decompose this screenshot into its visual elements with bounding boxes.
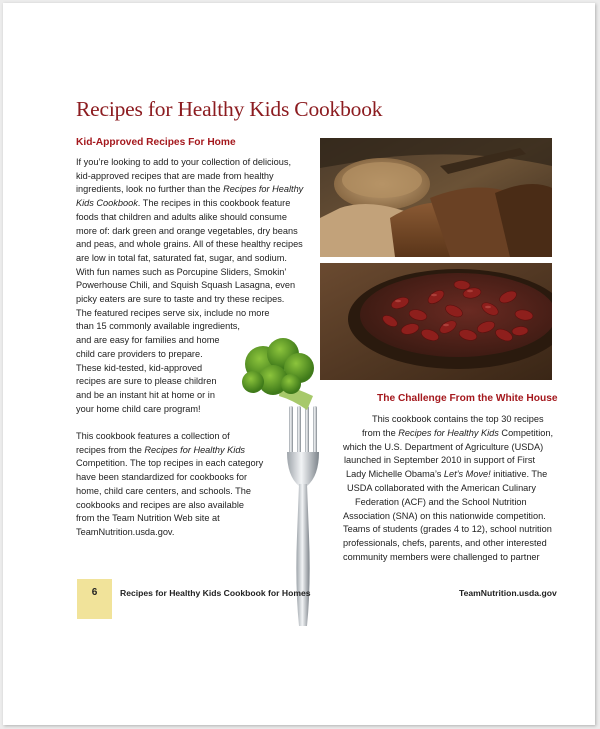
text-line bbox=[362, 427, 553, 440]
text-line bbox=[372, 413, 544, 426]
text-run: launched in September 2010 in support of First bbox=[344, 455, 536, 466]
text-run: child care providers to prepare. bbox=[76, 348, 203, 359]
text-line bbox=[76, 526, 174, 539]
text-run: than 15 commonly available ingredients, bbox=[76, 321, 240, 332]
italic-text: Recipes for Healthy bbox=[223, 184, 304, 195]
text-run: With fun names such as Porcupine Sliders, Smokin’ bbox=[76, 266, 287, 277]
text-line bbox=[76, 457, 263, 470]
text-line bbox=[76, 444, 245, 457]
text-run: picky eaters are sure to taste and try these recipes. bbox=[76, 294, 285, 304]
text-line bbox=[76, 156, 291, 169]
italic-text: Recipes for Healthy Kids bbox=[144, 444, 246, 455]
text-run: ingredients, look no further than the bbox=[76, 184, 224, 195]
document-page bbox=[3, 3, 595, 725]
italic-text: Recipes for Healthy Kids bbox=[398, 427, 499, 438]
text-run: recipes from the bbox=[76, 444, 145, 455]
text-run: recipes are sure to please children bbox=[76, 376, 217, 387]
footer-title: Recipes for Healthy Kids Cookbook for Homes bbox=[120, 588, 311, 598]
text-run: and are easy for families and home bbox=[76, 335, 220, 346]
text-run: Powerhouse Chili, and Squish Squash Lasagna, even bbox=[76, 280, 296, 291]
kidney-beans-photo bbox=[320, 263, 552, 380]
text-line bbox=[76, 471, 247, 484]
text-run: Competition. The top recipes in each category bbox=[76, 458, 264, 469]
text-line bbox=[343, 510, 546, 523]
text-run: USDA collaborated with the American Culinary bbox=[347, 483, 536, 493]
text-line bbox=[76, 225, 298, 238]
text-run: are low in total fat, saturated fat, sugar, and sodium. bbox=[76, 252, 287, 263]
text-line bbox=[76, 334, 220, 347]
text-run: This cookbook contains the top 30 recipes bbox=[372, 414, 544, 424]
section-heading-white-house: The Challenge From the White House bbox=[377, 393, 558, 404]
text-run: Federation (ACF) and the School Nutrition bbox=[355, 496, 527, 507]
text-line bbox=[76, 238, 303, 251]
text-line bbox=[76, 348, 203, 361]
text-run: and peas, and whole grains. All of these healthy recipes bbox=[76, 239, 303, 250]
bread-and-grain-photo bbox=[320, 138, 552, 257]
text-line bbox=[343, 551, 540, 564]
text-line bbox=[76, 375, 216, 388]
text-run: professionals, chefs, parents, and other interested bbox=[343, 538, 547, 549]
text-line bbox=[76, 211, 287, 224]
italic-text: Let’s Move! bbox=[443, 469, 491, 480]
text-run: initiative. The bbox=[490, 469, 548, 480]
text-run: home, child care centers, and schools. The bbox=[76, 485, 251, 496]
text-line bbox=[343, 523, 552, 536]
text-line bbox=[76, 430, 230, 443]
text-line bbox=[76, 266, 286, 279]
text-line bbox=[347, 482, 536, 495]
text-run: your home child care program! bbox=[76, 403, 201, 414]
text-run: cookbooks and recipes are also available bbox=[76, 499, 245, 510]
text-run: and be an instant hit at home or in bbox=[76, 389, 215, 400]
text-line bbox=[76, 197, 290, 210]
text-run: from the bbox=[362, 427, 399, 438]
text-run: This cookbook features a collection of bbox=[76, 431, 230, 441]
italic-text: Kids Cookbook bbox=[76, 198, 138, 209]
text-run: have been standardized for cookbooks for bbox=[76, 472, 248, 483]
broccoli-fork-photo bbox=[241, 336, 351, 628]
text-line bbox=[76, 389, 215, 402]
text-run: Teams of students (grades 4 to 12), school nutrition bbox=[343, 524, 552, 535]
text-run: Association (SNA) on this nationwide competition. bbox=[343, 510, 546, 521]
text-run: more of: dark green and orange vegetables, dry beans bbox=[76, 225, 298, 236]
text-line bbox=[76, 279, 295, 292]
section-heading-kid-approved: Kid-Approved Recipes For Home bbox=[76, 137, 236, 148]
text-line bbox=[76, 252, 287, 265]
text-run: from the Team Nutrition Web site at bbox=[76, 513, 220, 524]
text-run: community members were challenged to partner bbox=[343, 552, 540, 562]
text-line bbox=[76, 485, 251, 498]
text-line bbox=[76, 307, 270, 320]
text-run: These kid-tested, kid-approved bbox=[76, 362, 203, 373]
text-run: Competition, bbox=[498, 427, 554, 438]
page-number: 6 bbox=[91, 587, 98, 598]
text-line bbox=[76, 320, 240, 333]
text-run: TeamNutrition.usda.gov. bbox=[76, 526, 175, 537]
text-line bbox=[76, 170, 274, 183]
page-number-box bbox=[77, 579, 112, 619]
page-title: Recipes for Healthy Kids Cookbook bbox=[76, 97, 383, 121]
text-line bbox=[344, 454, 535, 467]
text-line bbox=[343, 537, 547, 550]
text-run: . The recipes in this cookbook feature bbox=[137, 198, 291, 209]
text-run: The featured recipes serve six, include no more bbox=[76, 307, 270, 318]
text-line bbox=[355, 496, 527, 509]
text-run: kid-approved recipes that are made from healthy bbox=[76, 170, 274, 181]
text-line bbox=[76, 293, 284, 306]
text-run: If you’re looking to add to your collection of delicious, bbox=[76, 157, 292, 167]
text-line bbox=[346, 468, 547, 481]
text-run: which the U.S. Department of Agriculture (USDA) bbox=[343, 441, 544, 452]
text-line bbox=[76, 362, 202, 375]
text-line bbox=[76, 512, 220, 525]
text-line bbox=[343, 441, 543, 454]
text-line bbox=[76, 403, 201, 416]
footer-url: TeamNutrition.usda.gov bbox=[459, 588, 557, 598]
text-line bbox=[76, 183, 303, 196]
text-run: foods that children and adults alike should consume bbox=[76, 211, 287, 222]
text-line bbox=[76, 499, 244, 512]
text-run: Lady Michelle Obama’s bbox=[346, 469, 444, 480]
